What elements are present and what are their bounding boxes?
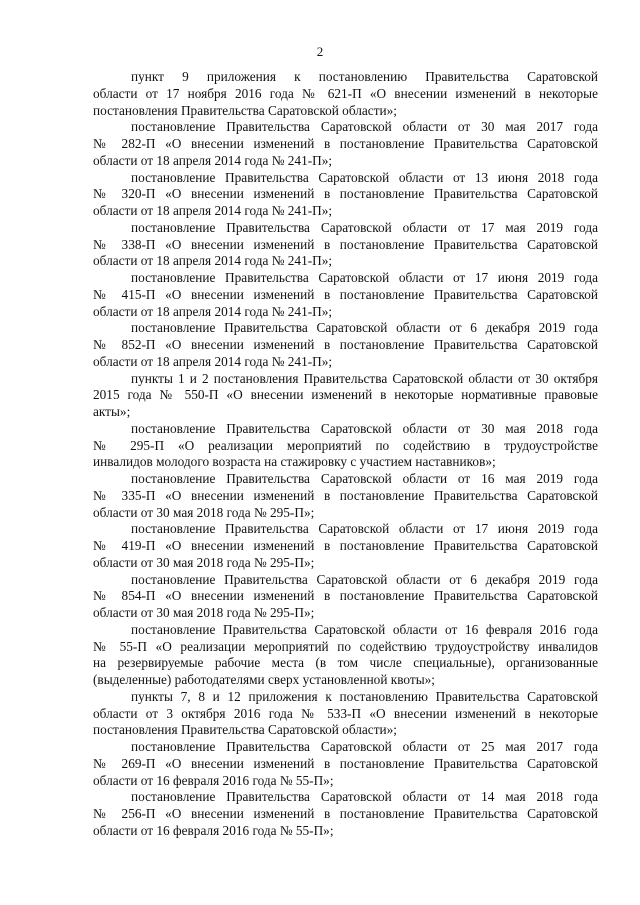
list-paragraph — [93, 320, 598, 370]
text-line: № 282-П «О внесении изменений в постановление Правительства Саратовской — [93, 136, 598, 151]
text-line: постановление Правительства Саратовской области от 30 мая 2018 года — [131, 420, 598, 436]
list-paragraph — [93, 622, 598, 689]
text-line: № 854-П «О внесении изменений в постановление Правительства Саратовской — [93, 588, 598, 604]
text-line: постановление Правительства Саратовской области от 6 декабря 2019 года — [131, 320, 598, 336]
text-line: № 320-П «О внесении изменений в постановление Правительства Саратовской — [93, 186, 598, 202]
text-line: области от 30 мая 2018 года № 295-П»; — [93, 605, 315, 620]
text-line: (выделенные) работодателями сверх установленной квоты»; — [93, 672, 435, 687]
list-paragraph — [93, 689, 598, 739]
text-line: № 335-П «О внесении изменений в постановление Правительства Саратовской — [93, 487, 598, 503]
text-line: постановление Правительства Саратовской области от 25 мая 2017 года — [131, 739, 598, 754]
list-paragraph — [93, 572, 598, 622]
text-line: на резервируемые рабочие места (в том числе специальные), организованные — [93, 655, 598, 671]
text-line: № 852-П «О внесении изменений в постановление Правительства Саратовской — [93, 337, 598, 352]
list-paragraph — [93, 789, 598, 839]
text-line: № 338-П «О внесении изменений в постановление Правительства Саратовской — [93, 236, 598, 252]
text-line: пункты 7, 8 и 12 приложения к постановлению Правительства Саратовской — [131, 688, 598, 704]
text-line: постановление Правительства Саратовской области от 17 мая 2019 года — [131, 219, 598, 235]
text-line: области от 30 мая 2018 года № 295-П»; — [93, 504, 315, 520]
text-line: № 55-П «О реализации мероприятий по содействию трудоустройству инвалидов — [93, 638, 598, 654]
page-number: 2 — [316, 44, 324, 59]
text-line: № 295-П «О реализации мероприятий по содействию в трудоустройстве — [93, 437, 598, 453]
text-line: № 419-П «О внесении изменений в постановление Правительства Саратовской — [93, 538, 598, 553]
text-line: № 415-П «О внесении изменений в постановление Правительства Саратовской — [93, 286, 598, 302]
document-body — [93, 69, 598, 840]
text-line: области от 16 февраля 2016 года № 55-П»; — [93, 772, 334, 788]
text-line: области от 18 апреля 2014 года № 241-П»; — [93, 203, 333, 218]
text-line: постановление Правительства Саратовской области от 17 июня 2019 года — [131, 521, 598, 537]
list-paragraph — [93, 421, 598, 471]
list-paragraph — [93, 119, 598, 169]
text-line: акты»; — [93, 404, 131, 419]
text-line: постановления Правительства Саратовской области»; — [93, 722, 397, 738]
text-line: постановление Правительства Саратовской области от 6 декабря 2019 года — [131, 571, 598, 587]
list-paragraph — [93, 739, 598, 789]
text-line: пункт 9 приложения к постановлению Правительства Саратовской — [131, 69, 598, 84]
list-paragraph — [93, 170, 598, 220]
list-paragraph — [93, 270, 598, 320]
text-line: области от 16 февраля 2016 года № 55-П»; — [93, 822, 334, 838]
text-line: № 269-П «О внесении изменений в постановление Правительства Саратовской — [93, 755, 598, 771]
list-paragraph — [93, 220, 598, 270]
text-line: постановление Правительства Саратовской области от 14 мая 2018 года — [131, 789, 598, 805]
text-line: области от 18 апреля 2014 года № 241-П»; — [93, 152, 333, 168]
text-line: 2015 года № 550-П «О внесении изменений в некоторые нормативные правовые — [93, 387, 598, 403]
text-line: постановление Правительства Саратовской области от 13 июня 2018 года — [131, 169, 598, 185]
list-paragraph — [93, 521, 598, 571]
text-line: области от 3 октября 2016 года № 533-П «О внесении изменений в некоторые — [93, 705, 598, 721]
text-line: области от 18 апреля 2014 года № 241-П»; — [93, 253, 333, 269]
text-line: № 256-П «О внесении изменений в постановление Правительства Саратовской — [93, 806, 598, 821]
text-line: постановления Правительства Саратовской области»; — [93, 102, 397, 118]
text-line: инвалидов молодого возраста на стажировку с участием наставников»; — [93, 454, 496, 470]
text-line: постановление Правительства Саратовской области от 16 февраля 2016 года — [131, 621, 598, 637]
list-paragraph — [93, 371, 598, 421]
text-line: области от 18 апреля 2014 года № 241-П»; — [93, 303, 333, 319]
text-line: постановление Правительства Саратовской области от 30 мая 2017 года — [131, 119, 598, 135]
text-line: области от 17 ноября 2016 года № 621-П «О внесении изменений в некоторые — [93, 85, 598, 101]
text-line: области от 18 апреля 2014 года № 241-П»; — [93, 353, 333, 369]
text-line: пункты 1 и 2 постановления Правительства Саратовской области от 30 октября — [131, 370, 598, 386]
list-paragraph — [93, 471, 598, 521]
list-paragraph — [93, 69, 598, 119]
text-line: области от 30 мая 2018 года № 295-П»; — [93, 554, 315, 570]
text-line: постановление Правительства Саратовской области от 17 июня 2019 года — [131, 270, 598, 285]
text-line: постановление Правительства Саратовской области от 16 мая 2019 года — [131, 471, 598, 486]
